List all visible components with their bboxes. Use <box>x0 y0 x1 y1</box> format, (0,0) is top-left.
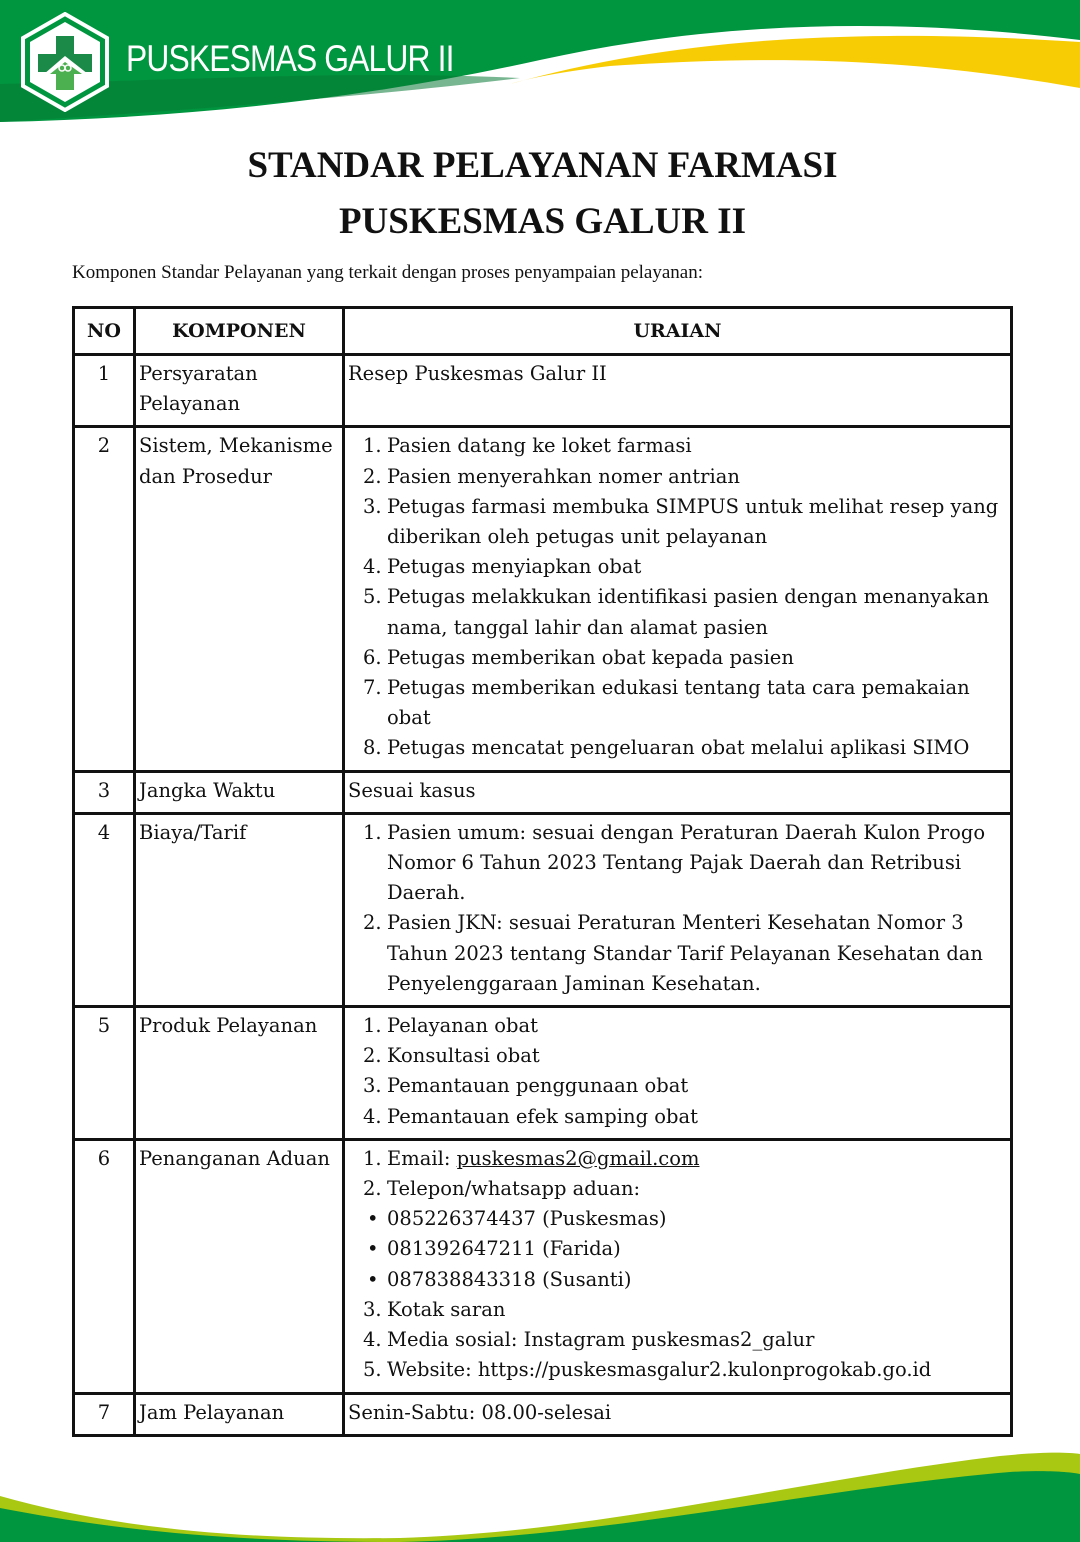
row-uraian <box>344 1139 1012 1393</box>
row-number: 7 <box>74 1393 135 1435</box>
table-row <box>74 771 1012 813</box>
item-text: Pemantauan efek samping obat <box>387 1104 698 1128</box>
row-uraian: Senin-Sabtu: 08.00-selesai <box>344 1393 1012 1435</box>
list-item <box>363 1325 1002 1355</box>
row-uraian <box>344 813 1012 1006</box>
table-row <box>74 813 1012 1006</box>
item-text: Konsultasi obat <box>387 1044 540 1068</box>
row-komponen: Persyaratan Pelayanan <box>135 355 344 427</box>
item-number: 2. <box>363 464 382 488</box>
list-item <box>363 1174 1002 1204</box>
item-text: Petugas melakkukan identifikasi pasien dengan menanyakan nama, tanggal lahir dan alamat pasien <box>387 585 990 639</box>
list-item <box>363 552 1002 582</box>
table-row <box>74 427 1012 771</box>
item-number: 2. <box>363 1044 382 1068</box>
phone-number: 081392647211 (Farida) <box>387 1237 621 1261</box>
item-text: Media sosial: Instagram puskesmas2_galur <box>387 1328 815 1352</box>
row-komponen: Produk Pelayanan <box>135 1007 344 1140</box>
title-line-1: STANDAR PELAYANAN FARMASI <box>247 145 838 186</box>
item-number: 1. <box>363 1014 382 1038</box>
item-number: 5. <box>363 585 382 609</box>
phone-number: 085226374437 (Puskesmas) <box>387 1207 667 1231</box>
item-text: Pemantauan penggunaan obat <box>387 1074 689 1098</box>
item-number: 3. <box>363 1074 382 1098</box>
bullet-icon: • <box>367 1207 379 1231</box>
item-text: Pasien datang ke loket farmasi <box>387 434 692 458</box>
brand-name: PUSKESMAS GALUR II <box>126 38 454 79</box>
row-uraian <box>344 1007 1012 1140</box>
row-number: 3 <box>74 771 135 813</box>
bullet-icon: • <box>367 1237 379 1261</box>
table-row <box>74 1139 1012 1393</box>
item-number: 6. <box>363 645 382 669</box>
email-label: Email: <box>387 1146 457 1170</box>
item-text: Petugas mencatat pengeluaran obat melalui aplikasi SIMO <box>387 736 970 760</box>
list-item <box>363 1295 1002 1325</box>
row-uraian: Sesuai kasus <box>344 771 1012 813</box>
item-number: 1. <box>363 1146 382 1170</box>
service-standards-table <box>72 306 1013 1437</box>
item-text: Pasien umum: sesuai dengan Peraturan Daerah Kulon Progo Nomor 6 Tahun 2023 Tentang Pajak Daerah dan Retribusi Daerah. <box>387 820 986 905</box>
item-number: 1. <box>363 434 382 458</box>
row-uraian: Resep Puskesmas Galur II <box>344 355 1012 427</box>
item-number: 1. <box>363 820 382 844</box>
item-text: Petugas farmasi membuka SIMPUS untuk melihat resep yang diberikan oleh petugas unit pelayanan <box>387 494 999 549</box>
table-row <box>74 1007 1012 1140</box>
product-list <box>363 1011 1002 1132</box>
item-text: Pasien JKN: sesuai Peraturan Menteri Kesehatan Nomor 3 Tahun 2023 tentang Standar Tarif Pelayanan Kesehatan dan Penyelenggaraan Jaminan Kesehatan. <box>387 911 983 995</box>
bullet-icon: • <box>367 1267 379 1291</box>
list-item <box>363 462 1002 492</box>
procedure-list <box>363 431 1002 763</box>
item-number: 2. <box>363 1177 382 1201</box>
row-komponen: Biaya/Tarif <box>135 813 344 1006</box>
table-row <box>74 355 1012 427</box>
item-number: 3. <box>363 1297 382 1321</box>
list-item <box>363 1234 1002 1264</box>
puskesmas-logo-icon <box>20 12 110 112</box>
item-text: Website: https://puskesmasgalur2.kulonprogokab.go.id <box>387 1358 932 1382</box>
list-item <box>363 908 1002 999</box>
footer-banner <box>0 1420 1080 1542</box>
item-number: 2. <box>363 911 382 935</box>
list-item <box>363 1041 1002 1071</box>
item-text: Pelayanan obat <box>387 1014 538 1038</box>
item-number: 4. <box>363 555 382 579</box>
item-text: Petugas memberikan obat kepada pasien <box>387 645 794 669</box>
row-komponen: Penanganan Aduan <box>135 1139 344 1393</box>
list-item-email <box>363 1144 1002 1174</box>
list-item <box>363 818 1002 909</box>
list-item <box>363 1265 1002 1295</box>
row-uraian <box>344 427 1012 771</box>
header-uraian: URAIAN <box>344 308 1012 355</box>
list-item <box>363 492 1002 552</box>
item-text: Kotak saran <box>387 1297 506 1321</box>
list-item <box>363 1102 1002 1132</box>
header-no: NO <box>74 308 135 355</box>
row-komponen: Jangka Waktu <box>135 771 344 813</box>
item-text: Petugas menyiapkan obat <box>387 555 642 579</box>
item-number: 4. <box>363 1328 382 1352</box>
list-item <box>363 431 1002 461</box>
email-link[interactable]: puskesmas2@gmail.com <box>456 1146 700 1170</box>
title-line-2: PUSKESMAS GALUR II <box>338 201 747 242</box>
list-item <box>363 673 1002 733</box>
header-komponen: KOMPONEN <box>135 308 344 355</box>
item-number: 4. <box>363 1104 382 1128</box>
row-number: 4 <box>74 813 135 1006</box>
item-text: Petugas memberikan edukasi tentang tata cara pemakaian obat <box>387 676 970 730</box>
table-header-row <box>74 308 1012 355</box>
page-title <box>0 138 1080 250</box>
item-number: 7. <box>363 676 382 700</box>
list-item <box>363 1355 1002 1385</box>
row-komponen: Jam Pelayanan <box>135 1393 344 1435</box>
list-item <box>363 733 1002 763</box>
complaint-channels-list <box>363 1144 1002 1386</box>
intro-text: Komponen Standar Pelayanan yang terkait dengan proses penyampaian pelayanan: <box>72 262 704 283</box>
row-komponen: Sistem, Mekanisme dan Prosedur <box>135 427 344 771</box>
list-item <box>363 582 1002 642</box>
phone-number: 087838843318 (Susanti) <box>387 1267 632 1291</box>
tariff-list <box>363 818 1002 999</box>
list-item <box>363 1204 1002 1234</box>
item-text: Telepon/whatsapp aduan: <box>387 1177 641 1201</box>
row-number: 2 <box>74 427 135 771</box>
list-item <box>363 1011 1002 1041</box>
list-item <box>363 643 1002 673</box>
row-number: 5 <box>74 1007 135 1140</box>
item-number: 5. <box>363 1358 382 1382</box>
row-number: 6 <box>74 1139 135 1393</box>
row-number: 1 <box>74 355 135 427</box>
item-number: 3. <box>363 494 382 518</box>
item-number: 8. <box>363 736 382 760</box>
item-text: Pasien menyerahkan nomer antrian <box>387 464 740 488</box>
list-item <box>363 1071 1002 1101</box>
